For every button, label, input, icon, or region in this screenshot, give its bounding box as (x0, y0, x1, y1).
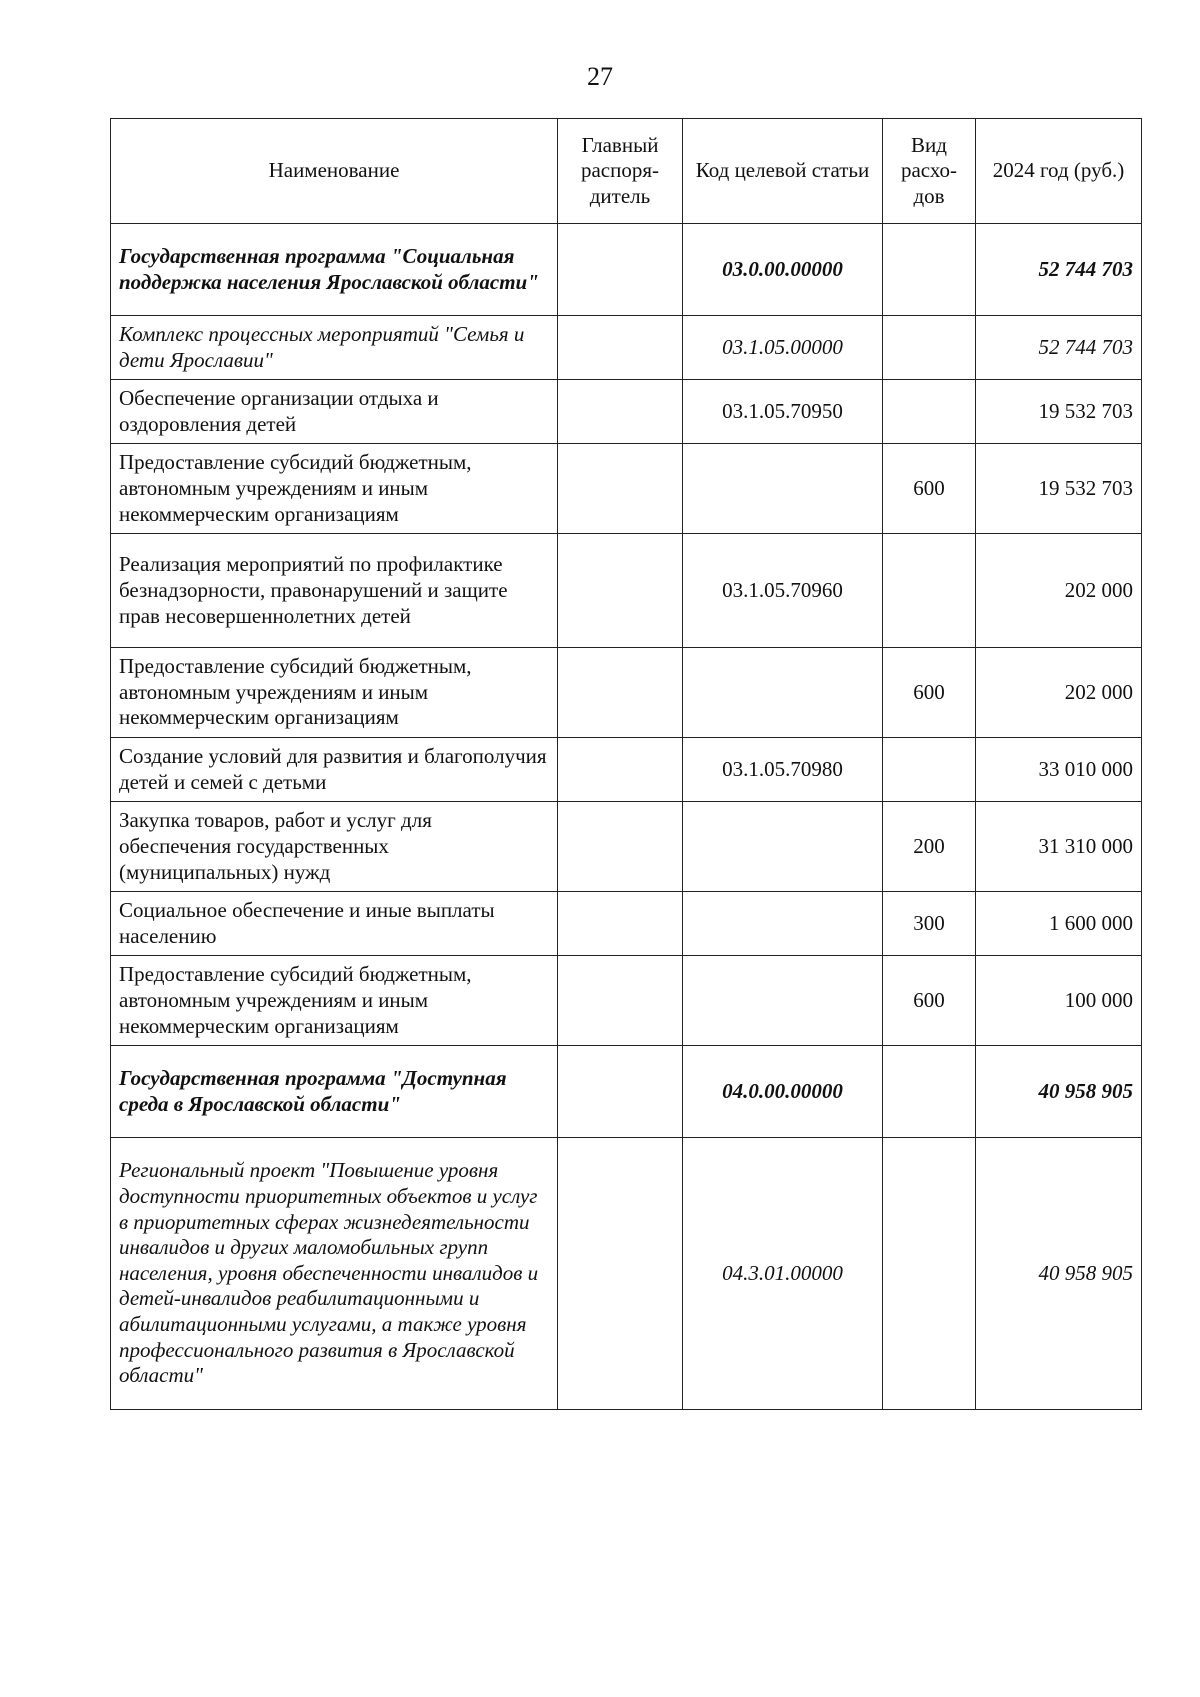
cell-name: Предоставление субсидий бюджетным, автономным учреждениям и иным некоммерческим организациям (111, 444, 558, 534)
cell-admin (558, 444, 683, 534)
cell-admin (558, 648, 683, 738)
table-row (111, 224, 1142, 316)
cell-name: Государственная программа "Социальная поддержка населения Ярославской области" (111, 224, 558, 316)
table-body (111, 224, 1142, 1410)
cell-name: Реализация мероприятий по профилактике безнадзорности, правонарушений и защите прав несовершеннолетних детей (111, 534, 558, 648)
table-row (111, 534, 1142, 648)
cell-name: Обеспечение организации отдыха и оздоровления детей (111, 380, 558, 444)
cell-amount: 40 958 905 (976, 1046, 1142, 1138)
cell-admin (558, 892, 683, 956)
cell-admin (558, 802, 683, 892)
header-name: Наименование (111, 119, 558, 224)
cell-amount: 52 744 703 (976, 224, 1142, 316)
cell-admin (558, 1046, 683, 1138)
header-code: Код целевой статьи (683, 119, 883, 224)
cell-code: 03.1.05.70960 (683, 534, 883, 648)
cell-expense-type: 300 (883, 892, 976, 956)
table-row (111, 802, 1142, 892)
cell-expense-type (883, 534, 976, 648)
cell-admin (558, 534, 683, 648)
cell-expense-type: 200 (883, 802, 976, 892)
table-row (111, 316, 1142, 380)
cell-amount: 31 310 000 (976, 802, 1142, 892)
cell-expense-type: 600 (883, 956, 976, 1046)
cell-name: Региональный проект "Повышение уровня доступности приоритетных объектов и услуг в приоритетных сферах жизнедеятельности инвалидов и других маломобильных групп населения, уровня обеспеченности инвалидов и детей-инвалидов реабилитационными и абилитационными услугами, а также уровня профессионального развития в Ярославской области" (111, 1138, 558, 1410)
table-row (111, 1138, 1142, 1410)
table-row (111, 1046, 1142, 1138)
table-row (111, 738, 1142, 802)
cell-admin (558, 380, 683, 444)
cell-amount: 52 744 703 (976, 316, 1142, 380)
budget-table (110, 118, 1142, 1410)
cell-code (683, 802, 883, 892)
cell-code: 03.1.05.70980 (683, 738, 883, 802)
cell-name: Предоставление субсидий бюджетным, автономным учреждениям и иным некоммерческим организациям (111, 956, 558, 1046)
table-row (111, 648, 1142, 738)
cell-admin (558, 1138, 683, 1410)
cell-amount: 1 600 000 (976, 892, 1142, 956)
cell-code (683, 444, 883, 534)
cell-code: 03.1.05.00000 (683, 316, 883, 380)
cell-code (683, 956, 883, 1046)
cell-admin (558, 224, 683, 316)
cell-admin (558, 316, 683, 380)
cell-amount: 202 000 (976, 534, 1142, 648)
cell-name: Комплекс процессных мероприятий "Семья и дети Ярославии" (111, 316, 558, 380)
header-admin: Главный распоря-дитель (558, 119, 683, 224)
table-row (111, 956, 1142, 1046)
cell-name: Создание условий для развития и благополучия детей и семей с детьми (111, 738, 558, 802)
cell-expense-type: 600 (883, 648, 976, 738)
table-row (111, 444, 1142, 534)
cell-amount: 202 000 (976, 648, 1142, 738)
cell-code (683, 892, 883, 956)
cell-expense-type (883, 380, 976, 444)
table-header-row (111, 119, 1142, 224)
cell-expense-type (883, 316, 976, 380)
cell-admin (558, 956, 683, 1046)
cell-amount: 33 010 000 (976, 738, 1142, 802)
page-number: 27 (587, 62, 613, 91)
cell-code: 03.0.00.00000 (683, 224, 883, 316)
cell-name: Закупка товаров, работ и услуг для обеспечения государственных (муниципальных) нужд (111, 802, 558, 892)
cell-code: 04.3.01.00000 (683, 1138, 883, 1410)
cell-name: Социальное обеспечение и иные выплаты населению (111, 892, 558, 956)
header-amount: 2024 год (руб.) (976, 119, 1142, 224)
header-expense-type: Вид расхо-дов (883, 119, 976, 224)
cell-code: 03.1.05.70950 (683, 380, 883, 444)
cell-expense-type (883, 1046, 976, 1138)
cell-amount: 100 000 (976, 956, 1142, 1046)
cell-code (683, 648, 883, 738)
table-row (111, 892, 1142, 956)
cell-amount: 40 958 905 (976, 1138, 1142, 1410)
cell-expense-type (883, 1138, 976, 1410)
cell-expense-type: 600 (883, 444, 976, 534)
cell-name: Предоставление субсидий бюджетным, автономным учреждениям и иным некоммерческим организациям (111, 648, 558, 738)
cell-name: Государственная программа "Доступная среда в Ярославской области" (111, 1046, 558, 1138)
cell-admin (558, 738, 683, 802)
cell-expense-type (883, 224, 976, 316)
cell-code: 04.0.00.00000 (683, 1046, 883, 1138)
cell-amount: 19 532 703 (976, 380, 1142, 444)
cell-amount: 19 532 703 (976, 444, 1142, 534)
table-row (111, 380, 1142, 444)
cell-expense-type (883, 738, 976, 802)
